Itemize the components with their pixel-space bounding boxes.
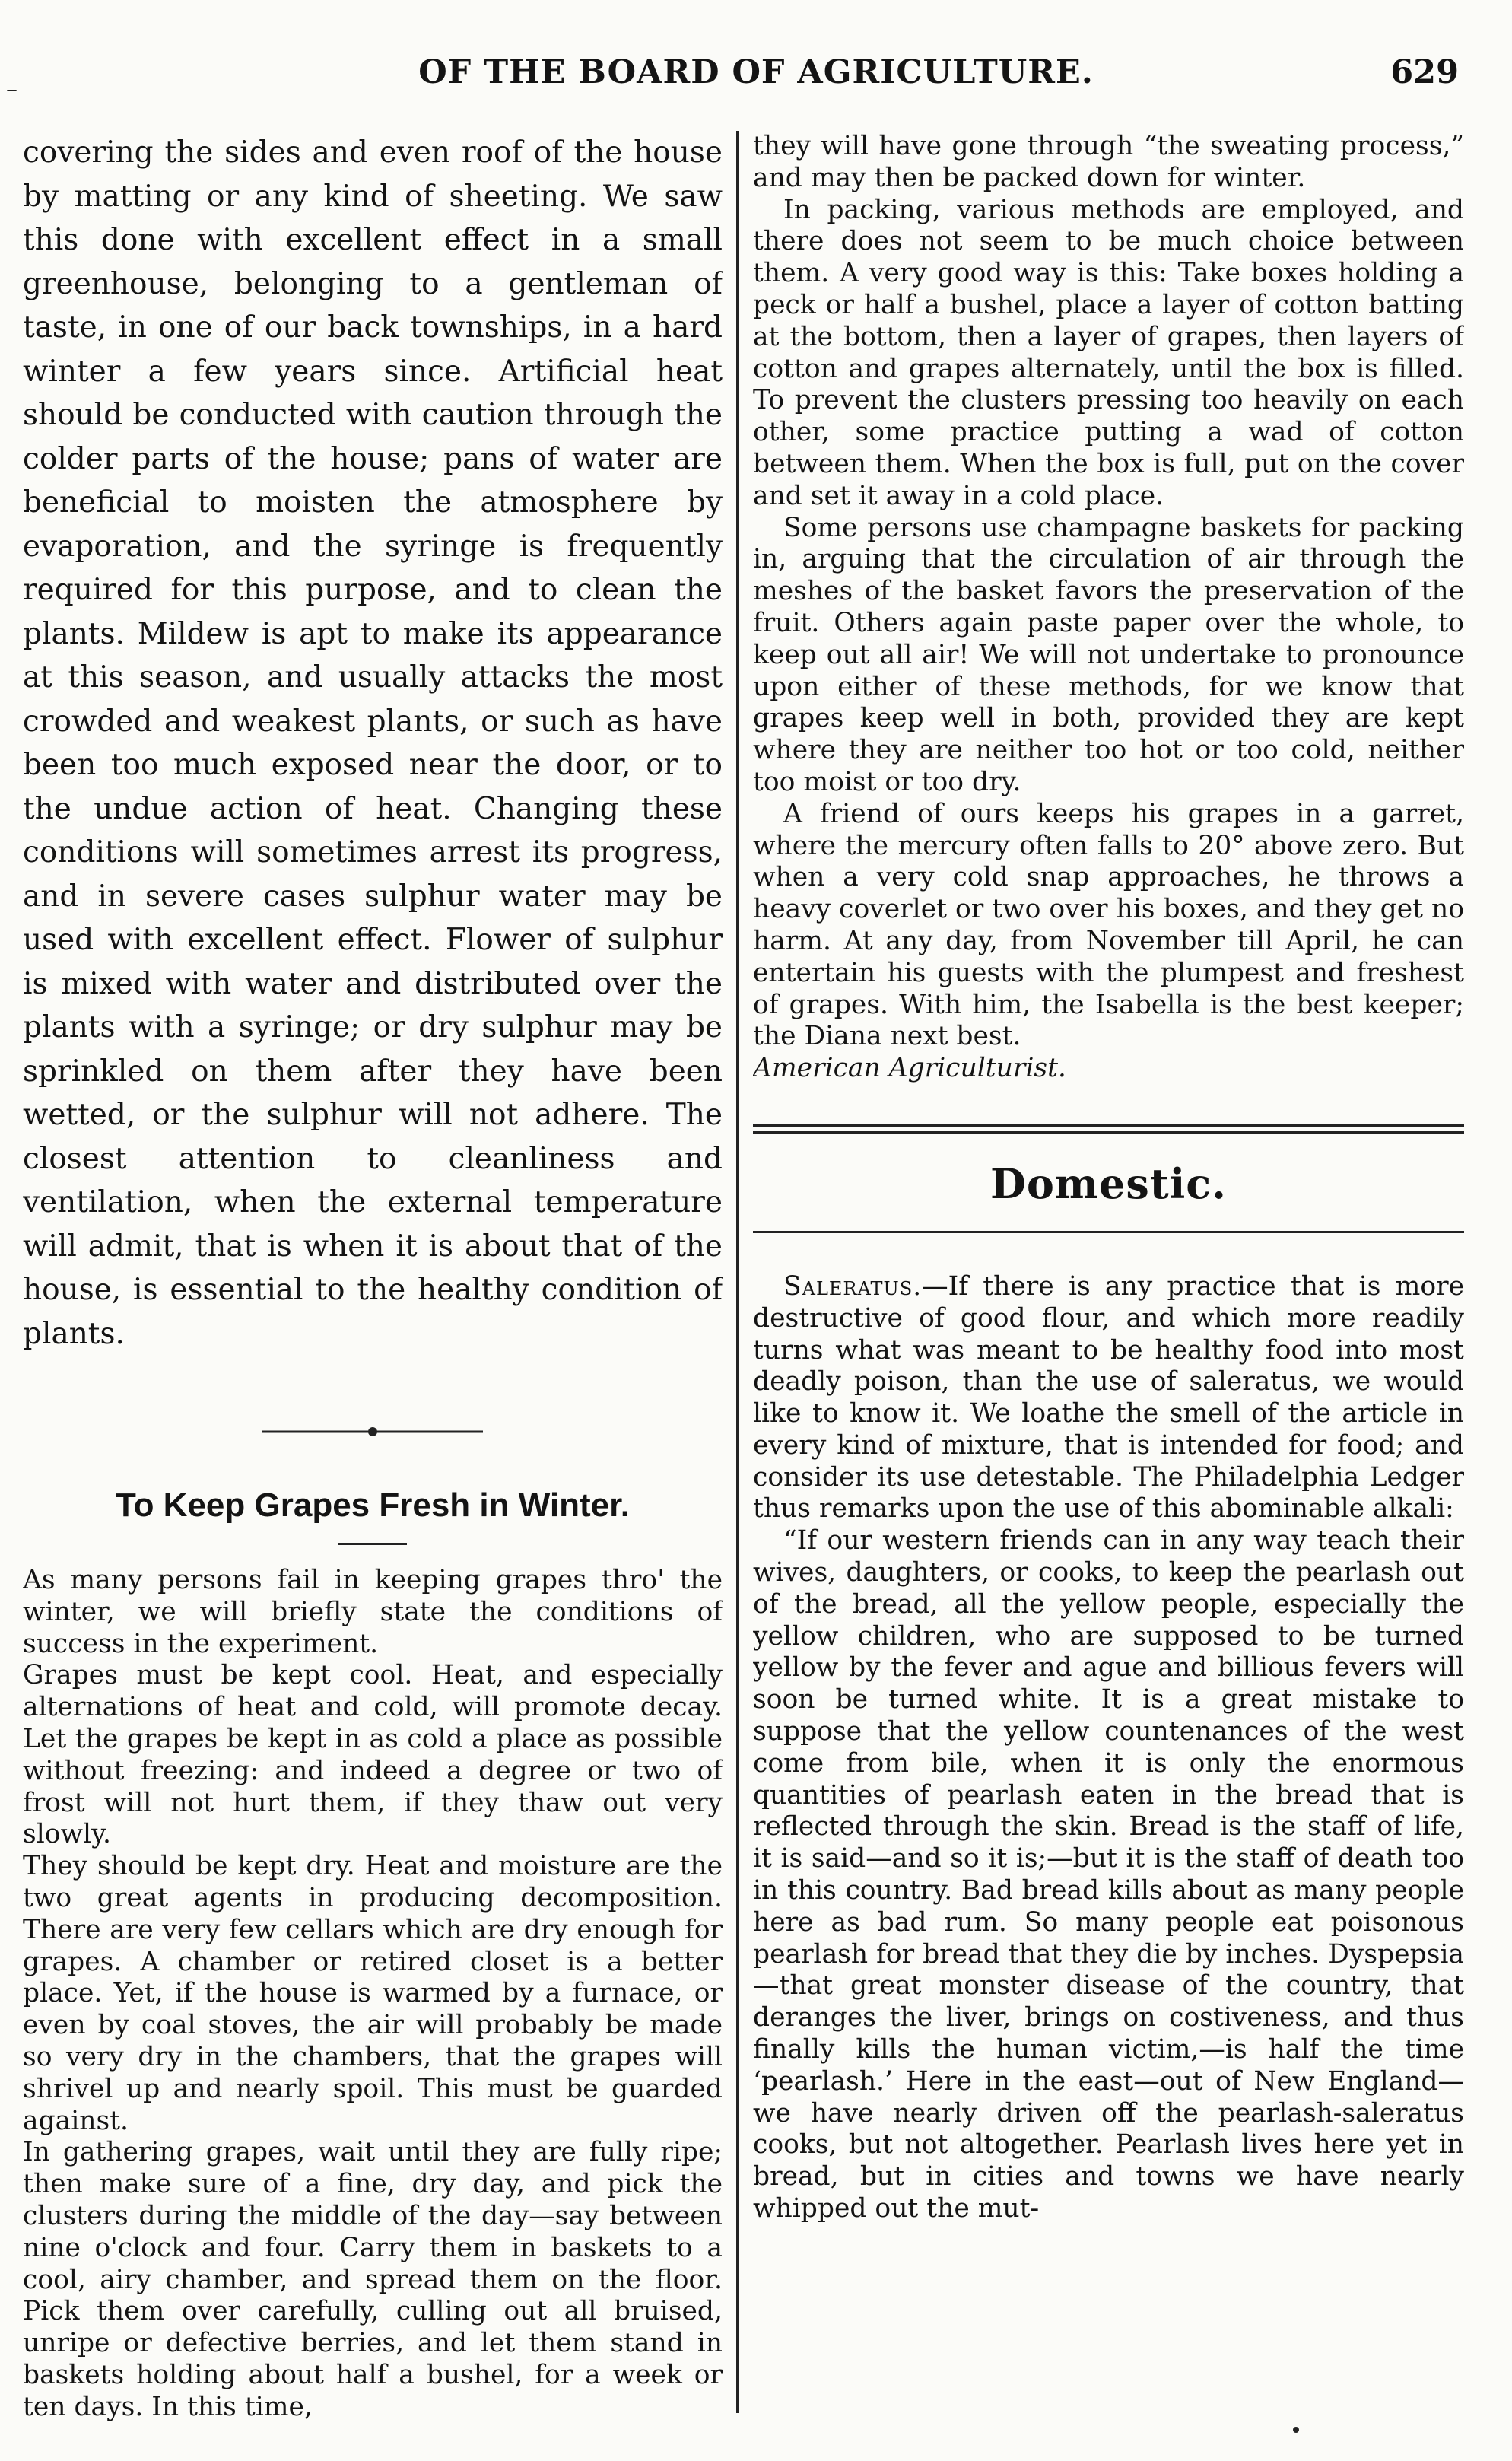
right-column [753, 131, 1464, 2421]
article-title: To Keep Grapes Fresh in Winter. [115, 1486, 631, 1524]
page-dot-icon [1293, 2427, 1299, 2433]
corner-mark-icon: – [6, 76, 17, 103]
running-head [0, 53, 1512, 99]
section-double-rule [753, 1124, 1464, 1134]
article-paragraph: they will have gone through “the sweating process,” and may then be packed down for winter. [753, 131, 1464, 193]
page-number: 629 [1390, 53, 1459, 91]
left-column [23, 131, 723, 2421]
running-title: OF THE BOARD OF AGRICULTURE. [418, 53, 1094, 91]
article-paragraph: As many persons fail in keeping grapes thro' the winter, we will briefly state the conditions of success in the experiment. [23, 1565, 723, 1659]
continued-paragraph: covering the sides and even roof of the house by matting or any kind of sheeting. We saw this done with excellent effect in a small greenhouse, belonging to a gentleman of taste, in one of our back townships, in a hard winter a few years since. Artificial heat should be conducted with caution through the colder parts of the house; pans of water are beneficial to moisten the atmosphere by evaporation, and the syringe is frequently required for this purpose, and to clean the plants. Mildew is apt to make its appearance at this season, and usually attacks the most crowded and weakest plants, or such as have been too much exposed near the door, or to the undue action of heat. Changing these conditions will sometimes arrest its progress, and in severe cases sulphur water may be used with excellent effect. Flower of sulphur is mixed with water and distributed over the plants with a syringe; or dry sulphur may be sprinkled on them after they have been wetted, or the sulphur will not adhere. The closest attention to cleanliness and ventilation, when the external temperature will admit, that is when it is about that of the house, is essential to the healthy condition of plants. [23, 135, 723, 1351]
article-paragraph: A friend of ours keeps his grapes in a garret, where the mercury often falls to 20° above zero. But when a very cold snap approaches, he throws a heavy coverlet or two over his boxes, and they get no harm. At any day, from November till April, he can entertain his guests with the plumpest and freshest of grapes. With him, the Isabella is the best keeper; the Diana next best. [753, 798, 1464, 1052]
quoted-paragraph: “If our western friends can in any way teach their wives, daughters, or cooks, to keep the pearlash out of the bread, all the yellow people, especially the yellow children, who are supposed to be turned yellow by the fever and ague and billious fevers will soon be turned white. It is a great mistake to suppose that the yellow countenances of the west come from bile, when it is only the enormous quantities of pearlash eaten in the bread that is reflected through the skin. Bread is the staff of life, it is said—and so it is;—but it is the staff of death too in this country. Bad bread kills about as many people here as bad rum. So many people eat poisonous pearlash for bread that they die by inches. Dyspepsia—that great monster disease of the country, that deranges the liver, brings on costiveness, and thus finally kills the human victim,—is half the time ‘pearlash.’ Here in the east—out of New England—we have nearly driven off the pearlash-saleratus cooks, but not altogether. Pearlash lives here yet in bread, but in cities and towns we have nearly whipped out the mut- [753, 1525, 1464, 2224]
article-paragraph: In gathering grapes, wait until they are fully ripe; then make sure of a fine, dry day, and pick the clusters during the middle of the day—say between nine o'clock and four. Carry them in baskets to a cool, airy chamber, and spread them on the floor. Pick them over carefully, culling out all bruised, unripe or defective berries, and let them stand in baskets holding about half a bushel, for a week or ten days. In this time, [23, 2137, 723, 2421]
article-paragraph: In packing, various methods are employed, and there does not seem to be much choice between them. A very good way is this: Take boxes holding a peck or half a bushel, place a layer of cotton batting at the bottom, then a layer of grapes, then layers of cotton and grapes alternately, until the box is filled. To prevent the clusters pressing too heavily on each other, some practice putting a wad of cotton between them. When the box is full, put on the cover and set it away in a cold place. [753, 194, 1464, 511]
section-rule [753, 1231, 1464, 1233]
column-divider [736, 131, 739, 2413]
saleratus-lead: Saleratus. [783, 1270, 923, 1302]
source-credit: American Agriculturist. [753, 1053, 1066, 1084]
article-paragraph: Grapes must be kept cool. Heat, and especially alternations of heat and cold, will promote decay. Let the grapes be kept in as cold a place as possible without freezing: and indeed a degree or two of frost will not hurt them, if they thaw out very slowly. [23, 1660, 723, 1850]
title-underline [338, 1543, 407, 1545]
section-heading: Domestic. [990, 1159, 1227, 1208]
saleratus-paragraph [753, 1271, 1464, 1525]
ornament-divider-icon [262, 1426, 483, 1438]
article-paragraph: They should be kept dry. Heat and moisture are the two great agents in producing decomposition. There are very few cellars which are dry enough for grapes. A chamber or retired closet is a better place. Yet, if the house is warmed by a furnace, or even by coal stoves, the air will probably be made so very dry in the chambers, that the grapes will shrivel up and nearly spoil. This must be guarded against. [23, 1851, 723, 2136]
article-paragraph: Some persons use champagne baskets for packing in, arguing that the circulation of air through the meshes of the basket favors the preservation of the fruit. Others again paste paper over the whole, to keep out all air! We will not undertake to pronounce upon either of these methods, for we know that grapes keep well in both, provided they are kept where they are neither too hot or too cold, neither too moist or too dry. [753, 512, 1464, 797]
saleratus-text: —If there is any practice that is more destructive of good flour, and which more readily turns what was meant to be healthy food into most deadly poison, than the use of saleratus, we would like to know it. We loathe the smell of the article in every kind of mixture, that is intended for food; and consider its use detestable. The Philadelphia Ledger thus remarks upon the use of this abominable alkali: [753, 1270, 1464, 1525]
